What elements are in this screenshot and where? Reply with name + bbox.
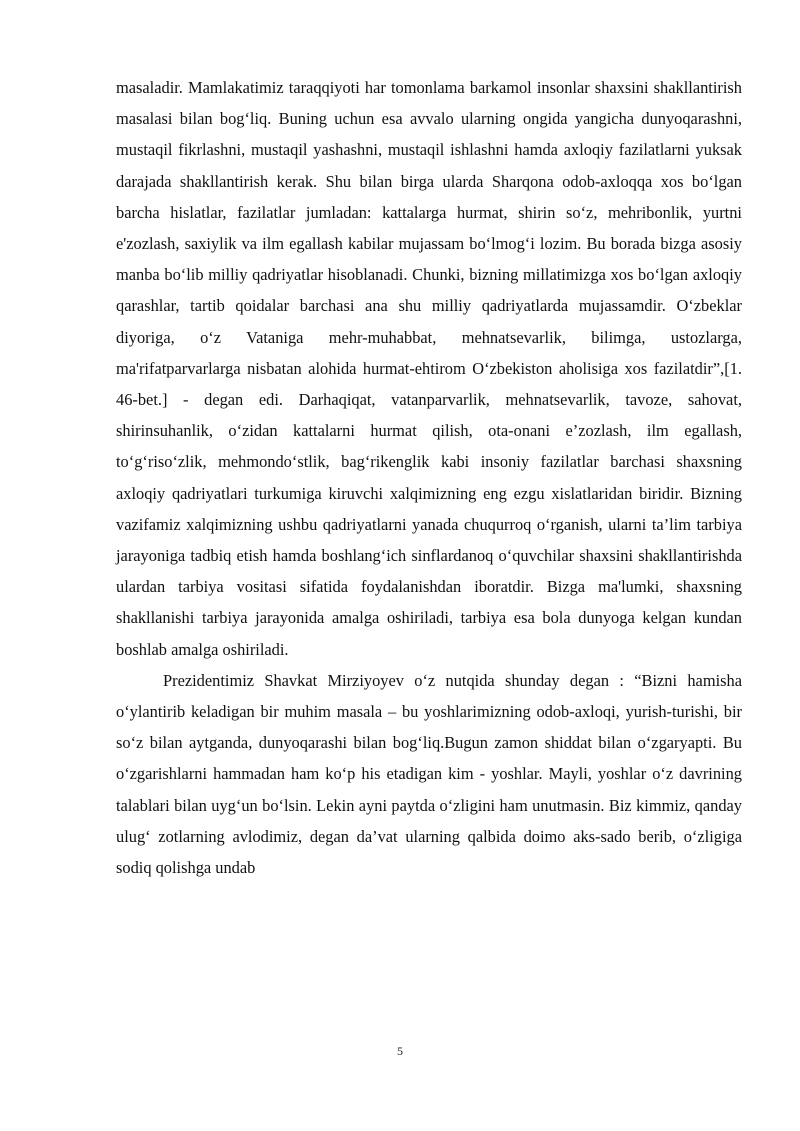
body-text	[116, 72, 742, 883]
paragraph-1: masaladir. Mamlakatimiz taraqqiyoti har tomonlama barkamol insonlar shaxsini shakllantirish masalasi bilan bog‘liq. Buning uchun esa avvalo ularning ongida yangicha dunyoqarashni, mustaqil fikrlashni, mustaqil yashashni, mustaqil ishlashni hamda axloqiy fazilatlarni yuksak darajada shakllantirish kerak. Shu bilan birga ularda Sharqona odob-axloqqa xos bo‘lgan barcha hislatlar, fazilatlar jumladan: kattalarga hurmat, shirin so‘z, mehribonlik, yurtni e'zozlash, saxiylik va ilm egallash kabilar mujassam bo‘lmog‘i lozim. Bu borada bizga asosiy manba bo‘lib milliy qadriyatlar hisoblanadi. Chunki, bizning millatimizga xos bo‘lgan axloqiy qarashlar, tartib qoidalar barchasi ana shu milliy qadriyatlarda mujassamdir. O‘zbeklar diyoriga, o‘z Vataniga mehr-muhabbat, mehnatsevarlik, bilimga, ustozlarga, ma'rifatparvarlarga nisbatan alohida hurmat-ehtirom O‘zbekiston aholisiga xos fazilatdir”,[1. 46-bet.] - degan edi. Darhaqiqat, vatanparvarlik, mehnatsevarlik, tavoze, sahovat, shirinsuhanlik, o‘zidan kattalarni hurmat qilish, ota-onani e’zozlash, ilm egallash, to‘g‘riso‘zlik, mehmondo‘stlik, bag‘rikenglik kabi insoniy fazilatlar barchasi shaxsning axloqiy qadriyatlari turkumiga kiruvchi xalqimizning eng ezgu xislatlaridan biridir. Bizning vazifamiz xalqimizning ushbu qadriyatlarni yanada chuqurroq o‘rganish, ularni ta’lim tarbiya jarayoniga tadbiq etish hamda boshlang‘ich sinflardanoq o‘quvchilar shaxsini shakllantirishda ulardan tarbiya vositasi sifatida foydalanishdan iboratdir. Bizga ma'lumki, shaxsning shakllanishi tarbiya jarayonida amalga oshiriladi, tarbiya esa bola dunyoga kelgan kundan boshlab amalga oshiriladi.	[116, 78, 742, 659]
paragraph-2: Prezidentimiz Shavkat Mirziyoyev o‘z nutqida shunday degan : “Bizni hamisha o‘ylantirib keladigan bir muhim masala – bu yoshlarimizning odob-axloqi, yurish-turishi, bir so‘z bilan aytganda, dunyoqarashi bilan bog‘liq.Bugun zamon shiddat bilan o‘zgaryapti. Bu o‘zgarishlarni hammadan ham ko‘p his etadigan kim - yoshlar. Mayli, yoshlar o‘z davrining talablari bilan uyg‘un bo‘lsin. Lekin ayni paytda o‘zligini ham unutmasin. Biz kimmiz, qanday ulug‘ zotlarning avlodimiz, degan da’vat ularning qalbida doimo aks-sado berib, o‘zligiga sodiq qolishga undab	[116, 670, 742, 878]
page-number: 5	[397, 1044, 403, 1058]
